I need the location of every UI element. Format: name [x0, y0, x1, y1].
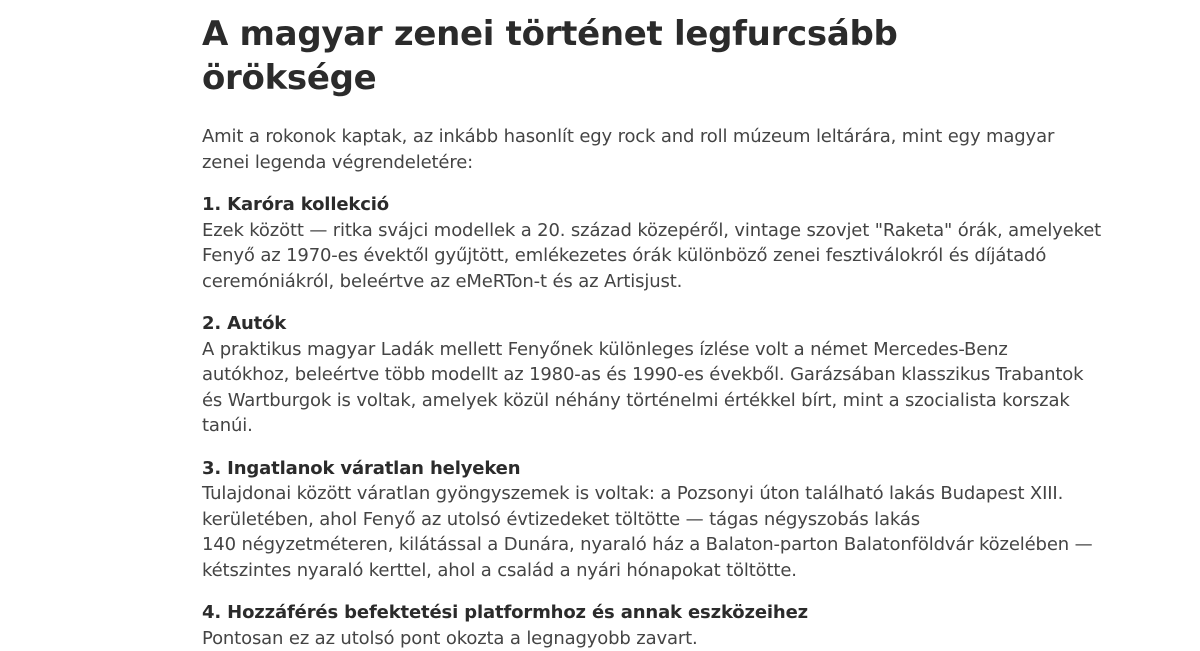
section-line: autókhoz, beleértve több modellt az 1980-as és 1990-es évekből. Garázsában klasszikus Trabantok	[202, 362, 1002, 388]
section-heading: 1. Karóra kollekció	[202, 192, 1002, 218]
section-body	[202, 481, 1002, 583]
section-body	[202, 337, 1002, 439]
section-body	[202, 218, 1002, 295]
section-line: Pontosan ez az utolsó pont okozta a legnagyobb zavart.	[202, 626, 1002, 651]
section-heading: 3. Ingatlanok váratlan helyeken	[202, 456, 1002, 482]
section-line: kerületében, ahol Fenyő az utolsó évtizedeket töltötte — tágas négyszobás lakás	[202, 507, 1002, 533]
section-line: és Wartburgok is voltak, amelyek közül néhány történelmi értékkel bírt, mint a szocialista korszak	[202, 388, 1002, 414]
intro-line: Amit a rokonok kaptak, az inkább hasonlít egy rock and roll múzeum leltárára, mint egy magyar	[202, 124, 1002, 150]
section-watch-collection	[202, 192, 1002, 294]
section-heading: 4. Hozzáférés befektetési platformhoz és annak eszközeihez	[202, 600, 1002, 626]
section-line: 140 négyzetméteren, kilátással a Dunára, nyaraló ház a Balaton-parton Balatonföldvár közelében —	[202, 532, 1002, 558]
intro-line: zenei legenda végrendeletére:	[202, 150, 1002, 176]
section-line: Fenyő az 1970-es évektől gyűjtött, emlékezetes órák különböző zenei fesztiválokról és díjátadó	[202, 243, 1002, 269]
section-heading: 2. Autók	[202, 311, 1002, 337]
section-real-estate	[202, 456, 1002, 584]
section-investment-platform	[202, 600, 1002, 651]
article-title: A magyar zenei történet legfurcsább öröksége	[202, 0, 1002, 100]
section-body	[202, 626, 1002, 651]
section-cars	[202, 311, 1002, 439]
section-line: Ezek között — ritka svájci modellek a 20. század közepéről, vintage szovjet "Raketa" órák, amelyeket	[202, 218, 1002, 244]
section-line: ceremóniákról, beleértve az eMeRTon-t és az Artisjust.	[202, 269, 1002, 295]
section-line: Tulajdonai között váratlan gyöngyszemek is voltak: a Pozsonyi úton található lakás Budapest XIII.	[202, 481, 1002, 507]
article	[202, 0, 1002, 651]
section-line: tanúi.	[202, 413, 1002, 439]
article-intro	[202, 124, 1002, 175]
section-line: A praktikus magyar Ladák mellett Fenyőnek különleges ízlése volt a német Mercedes-Benz	[202, 337, 1002, 363]
section-line: kétszintes nyaraló kerttel, ahol a család a nyári hónapokat töltötte.	[202, 558, 1002, 584]
